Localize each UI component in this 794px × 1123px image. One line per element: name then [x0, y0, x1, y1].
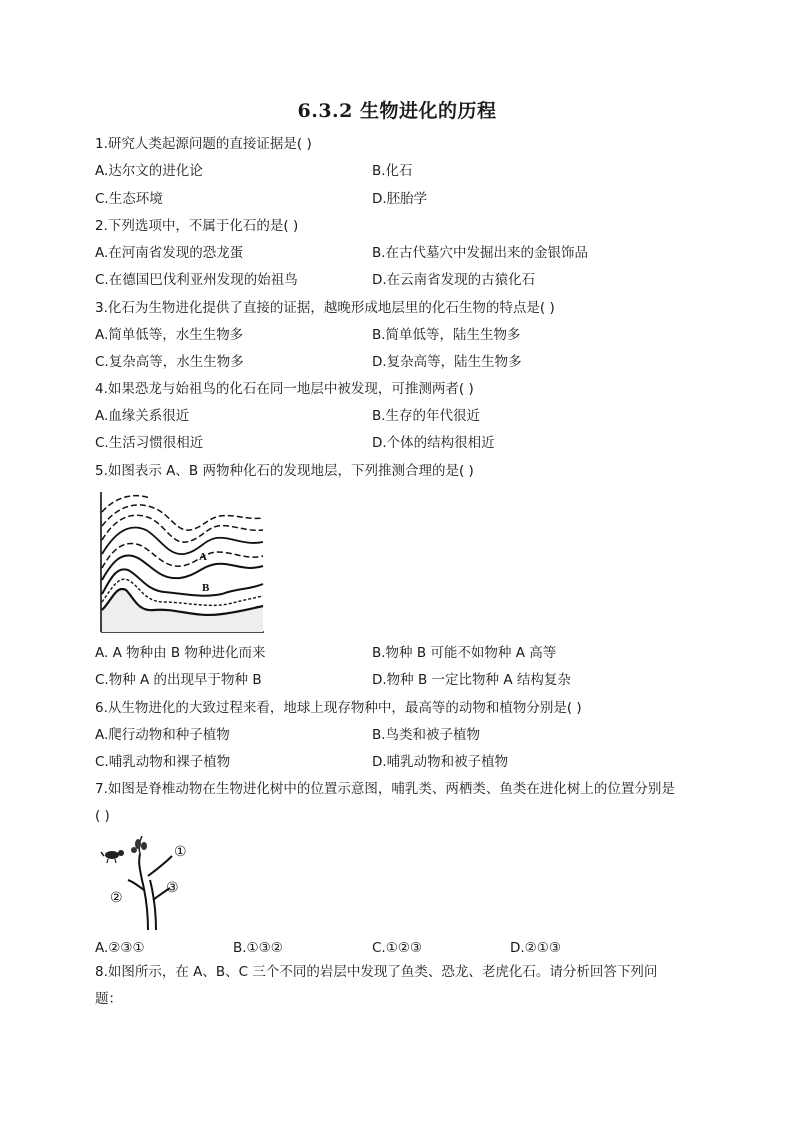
question-4-stem: 4.如果恐龙与始祖鸟的化石在同一地层中被发现，可推测两者( )	[95, 381, 474, 397]
question-5-option-c: C.物种 A 的出现早于物种 B	[95, 672, 262, 688]
question-6-option-c: C.哺乳动物和裸子植物	[95, 754, 231, 770]
question-3-stem: 3.化石为生物进化提供了直接的证据，越晚形成地层里的化石生物的特点是( )	[95, 300, 555, 316]
question-1-option-a: A.达尔文的进化论	[95, 163, 203, 179]
tree-trunk	[139, 854, 148, 930]
question-5-option-d: D.物种 B 一定比物种 A 结构复杂	[372, 672, 571, 688]
question-7-stem-continued: ( )	[95, 808, 110, 824]
question-5-option-a: A. A 物种由 B 物种进化而来	[95, 645, 266, 661]
question-4-option-d: D.个体的结构很相近	[372, 435, 495, 451]
question-7-option-a: A.②③①	[95, 940, 145, 956]
question-3-option-b: B.简单低等，陆生生物多	[372, 327, 521, 343]
question-6-stem: 6.从生物进化的大致过程来看，地球上现存物种中，最高等的动物和植物分别是( )	[95, 700, 582, 716]
question-2-stem: 2.下列选项中，不属于化石的是( )	[95, 218, 299, 234]
question-3-option-a: A.简单低等，水生生物多	[95, 327, 244, 343]
stratum-line-dashed-3	[102, 505, 263, 530]
animal-silhouette-icon	[101, 850, 124, 863]
question-3-option-c: C.复杂高等，水生生物多	[95, 354, 244, 370]
evolution-tree-figure	[98, 834, 198, 934]
question-4-option-c: C.生活习惯很相近	[95, 435, 204, 451]
question-2-option-d: D.在云南省发现的古猿化石	[372, 272, 536, 288]
question-2-option-c: C.在德国巴伐利亚州发现的始祖鸟	[95, 272, 298, 288]
question-6-option-a: A.爬行动物和种子植物	[95, 727, 230, 743]
question-8-stem-continued: 题：	[95, 991, 122, 1007]
question-7-option-d: D.②①③	[510, 940, 561, 956]
question-4-option-b: B.生存的年代很近	[372, 408, 481, 424]
tree-branch-upper	[148, 856, 172, 876]
question-8-stem: 8.如图所示，在 A、B、C 三个不同的岩层中发现了鱼类、恐龙、老虎化石。请分析回答下列问	[95, 964, 658, 980]
question-5-option-b: B.物种 B 可能不如物种 A 高等	[372, 645, 557, 661]
question-2-option-b: B.在古代墓穴中发掘出来的金银饰品	[372, 245, 589, 261]
question-1-option-b: B.化石	[372, 163, 413, 179]
figure-label-b: B	[202, 582, 210, 594]
question-2-option-a: A.在河南省发现的恐龙蛋	[95, 245, 244, 261]
plant-silhouette-icon	[131, 836, 147, 854]
question-1-option-c: C.生态环境	[95, 191, 163, 207]
page-title: 6.3.2 生物进化的历程	[297, 100, 497, 122]
tree-label-3: ③	[166, 880, 179, 896]
stratum-line-dashed-4	[102, 496, 150, 512]
question-7-stem: 7.如图是脊椎动物在生物进化树中的位置示意图，哺乳类、两栖类、鱼类在进化树上的位置分别是	[95, 781, 675, 797]
question-4-option-a: A.血缘关系很近	[95, 408, 190, 424]
question-7-option-c: C.①②③	[372, 940, 423, 956]
tree-label-1: ①	[174, 844, 187, 860]
tree-label-2: ②	[110, 890, 123, 906]
question-1-option-d: D.胚胎学	[372, 191, 428, 207]
rock-strata-figure	[98, 490, 266, 636]
question-6-option-b: B.鸟类和被子植物	[372, 727, 481, 743]
question-6-option-d: D.哺乳动物和被子植物	[372, 754, 509, 770]
figure-label-a: A	[199, 551, 207, 563]
question-3-option-d: D.复杂高等，陆生生物多	[372, 354, 522, 370]
stratum-line-middle	[102, 555, 263, 580]
stratum-line-a	[102, 527, 263, 554]
question-5-stem: 5.如图表示 A、B 两物种化石的发现地层，下列推测合理的是( )	[95, 463, 474, 479]
question-1-stem: 1.研究人类起源问题的直接证据是( )	[95, 136, 312, 152]
question-7-option-b: B.①③②	[233, 940, 283, 956]
